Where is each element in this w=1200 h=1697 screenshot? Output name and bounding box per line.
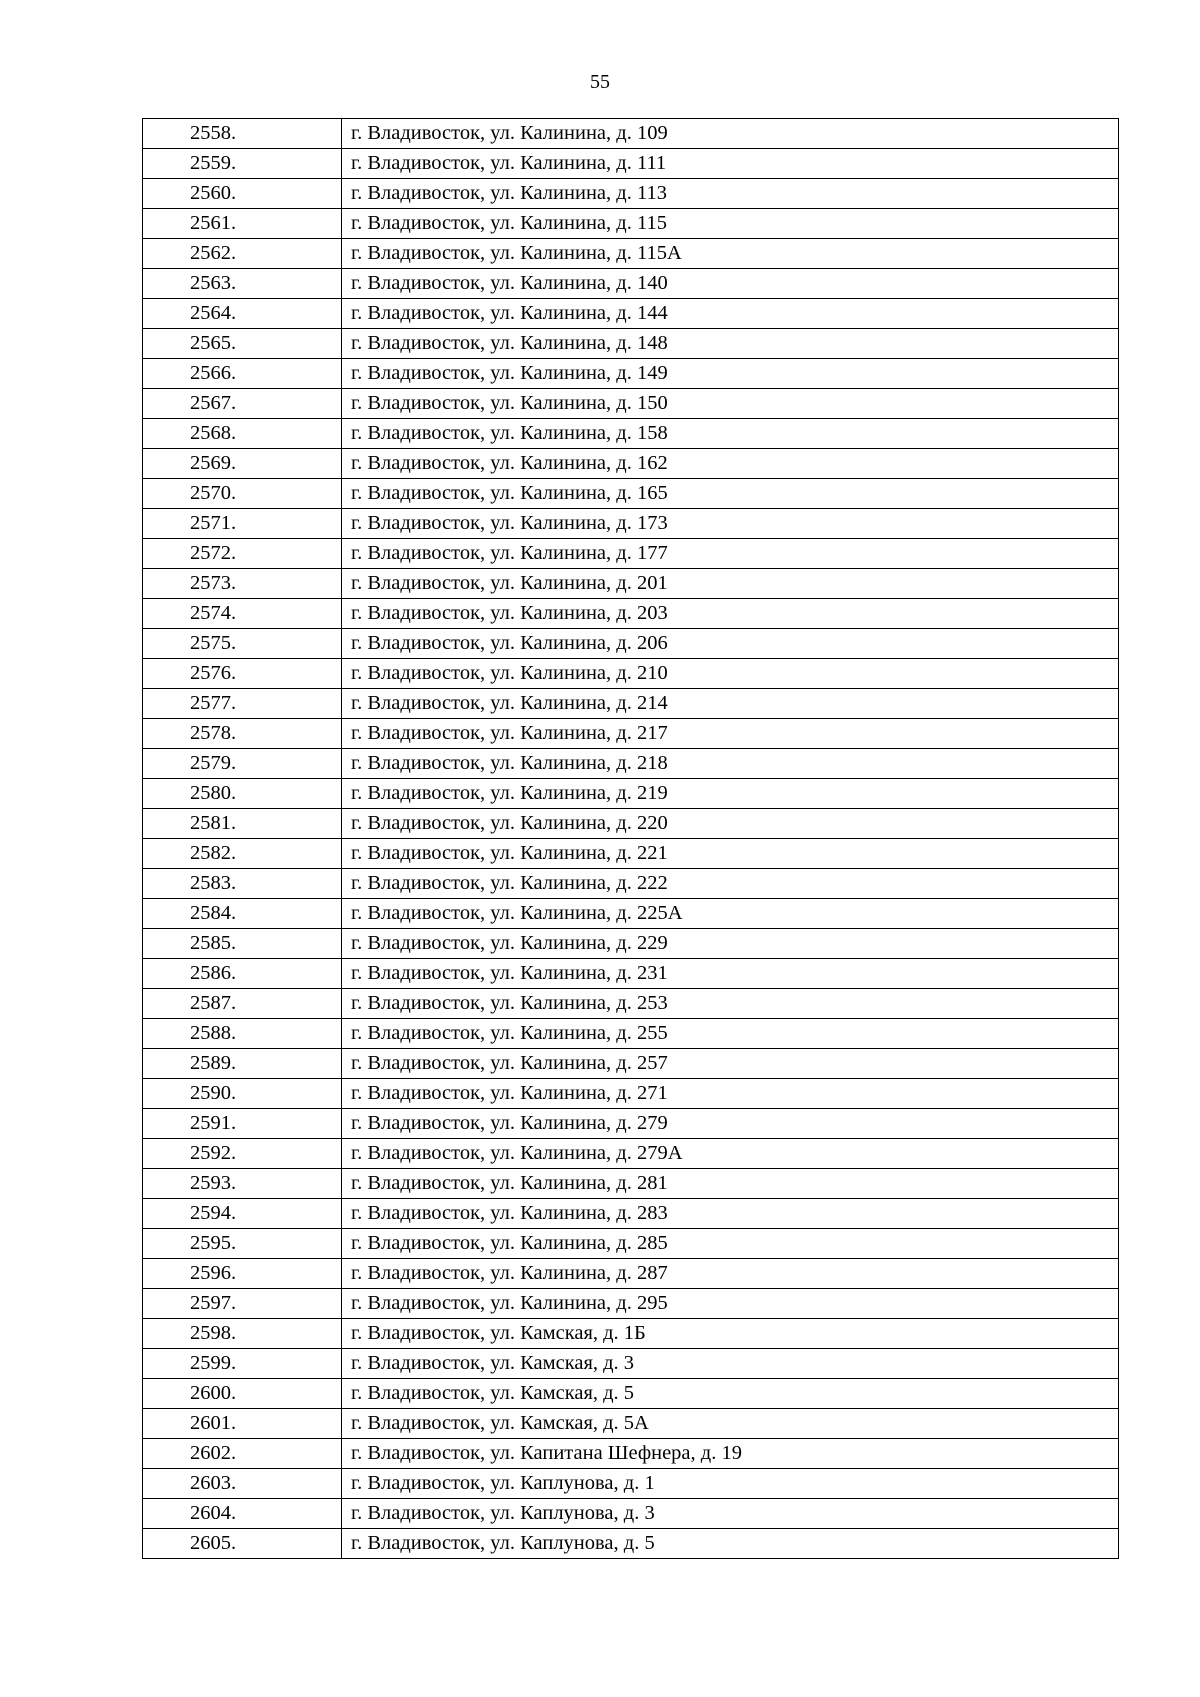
row-number-cell: 2596. <box>143 1259 342 1289</box>
address-cell: г. Владивосток, ул. Калинина, д. 165 <box>342 479 1119 509</box>
row-number-cell: 2603. <box>143 1469 342 1499</box>
address-cell: г. Владивосток, ул. Калинина, д. 140 <box>342 269 1119 299</box>
row-number-cell: 2600. <box>143 1379 342 1409</box>
table-row <box>143 479 1119 509</box>
address-cell: г. Владивосток, ул. Калинина, д. 158 <box>342 419 1119 449</box>
row-number-cell: 2604. <box>143 1499 342 1529</box>
address-cell: г. Владивосток, ул. Калинина, д. 257 <box>342 1049 1119 1079</box>
table-row <box>143 1319 1119 1349</box>
address-table-body <box>143 119 1119 1559</box>
row-number-cell: 2583. <box>143 869 342 899</box>
table-row <box>143 749 1119 779</box>
address-cell: г. Владивосток, ул. Калинина, д. 221 <box>342 839 1119 869</box>
address-cell: г. Владивосток, ул. Каплунова, д. 1 <box>342 1469 1119 1499</box>
address-cell: г. Владивосток, ул. Калинина, д. 255 <box>342 1019 1119 1049</box>
table-row <box>143 1289 1119 1319</box>
address-cell: г. Владивосток, ул. Калинина, д. 287 <box>342 1259 1119 1289</box>
row-number-cell: 2558. <box>143 119 342 149</box>
address-cell: г. Владивосток, ул. Калинина, д. 144 <box>342 299 1119 329</box>
address-cell: г. Владивосток, ул. Калинина, д. 283 <box>342 1199 1119 1229</box>
table-row <box>143 209 1119 239</box>
address-cell: г. Владивосток, ул. Капитана Шефнера, д. 19 <box>342 1439 1119 1469</box>
table-row <box>143 539 1119 569</box>
table-row <box>143 1049 1119 1079</box>
address-cell: г. Владивосток, ул. Калинина, д. 113 <box>342 179 1119 209</box>
row-number-cell: 2602. <box>143 1439 342 1469</box>
table-row <box>143 419 1119 449</box>
address-cell: г. Владивосток, ул. Калинина, д. 148 <box>342 329 1119 359</box>
table-row <box>143 569 1119 599</box>
row-number-cell: 2588. <box>143 1019 342 1049</box>
table-row <box>143 119 1119 149</box>
row-number-cell: 2568. <box>143 419 342 449</box>
table-row <box>143 1199 1119 1229</box>
table-row <box>143 1139 1119 1169</box>
address-cell: г. Владивосток, ул. Калинина, д. 217 <box>342 719 1119 749</box>
table-row <box>143 719 1119 749</box>
row-number-cell: 2575. <box>143 629 342 659</box>
table-row <box>143 1079 1119 1109</box>
row-number-cell: 2593. <box>143 1169 342 1199</box>
row-number-cell: 2580. <box>143 779 342 809</box>
address-cell: г. Владивосток, ул. Калинина, д. 271 <box>342 1079 1119 1109</box>
row-number-cell: 2563. <box>143 269 342 299</box>
row-number-cell: 2562. <box>143 239 342 269</box>
row-number-cell: 2586. <box>143 959 342 989</box>
address-cell: г. Владивосток, ул. Калинина, д. 218 <box>342 749 1119 779</box>
row-number-cell: 2601. <box>143 1409 342 1439</box>
table-row <box>143 869 1119 899</box>
table-row <box>143 989 1119 1019</box>
row-number-cell: 2571. <box>143 509 342 539</box>
table-row <box>143 329 1119 359</box>
address-cell: г. Владивосток, ул. Калинина, д. 111 <box>342 149 1119 179</box>
row-number-cell: 2577. <box>143 689 342 719</box>
address-cell: г. Владивосток, ул. Калинина, д. 220 <box>342 809 1119 839</box>
address-cell: г. Владивосток, ул. Камская, д. 5 <box>342 1379 1119 1409</box>
table-row <box>143 299 1119 329</box>
address-cell: г. Владивосток, ул. Калинина, д. 231 <box>342 959 1119 989</box>
row-number-cell: 2598. <box>143 1319 342 1349</box>
table-row <box>143 149 1119 179</box>
row-number-cell: 2573. <box>143 569 342 599</box>
table-row <box>143 1109 1119 1139</box>
address-cell: г. Владивосток, ул. Калинина, д. 150 <box>342 389 1119 419</box>
row-number-cell: 2591. <box>143 1109 342 1139</box>
address-cell: г. Владивосток, ул. Калинина, д. 177 <box>342 539 1119 569</box>
table-row <box>143 269 1119 299</box>
row-number-cell: 2566. <box>143 359 342 389</box>
table-row <box>143 359 1119 389</box>
table-row <box>143 599 1119 629</box>
row-number-cell: 2567. <box>143 389 342 419</box>
table-row <box>143 509 1119 539</box>
address-cell: г. Владивосток, ул. Калинина, д. 225А <box>342 899 1119 929</box>
row-number-cell: 2570. <box>143 479 342 509</box>
table-row <box>143 899 1119 929</box>
table-row <box>143 779 1119 809</box>
table-row <box>143 809 1119 839</box>
address-cell: г. Владивосток, ул. Калинина, д. 173 <box>342 509 1119 539</box>
row-number-cell: 2589. <box>143 1049 342 1079</box>
table-row <box>143 629 1119 659</box>
row-number-cell: 2582. <box>143 839 342 869</box>
address-cell: г. Владивосток, ул. Калинина, д. 279А <box>342 1139 1119 1169</box>
address-cell: г. Владивосток, ул. Калинина, д. 162 <box>342 449 1119 479</box>
row-number-cell: 2572. <box>143 539 342 569</box>
address-cell: г. Владивосток, ул. Калинина, д. 115А <box>342 239 1119 269</box>
row-number-cell: 2564. <box>143 299 342 329</box>
address-table <box>142 118 1119 1559</box>
address-cell: г. Владивосток, ул. Калинина, д. 219 <box>342 779 1119 809</box>
row-number-cell: 2561. <box>143 209 342 239</box>
address-cell: г. Владивосток, ул. Калинина, д. 229 <box>342 929 1119 959</box>
address-cell: г. Владивосток, ул. Калинина, д. 149 <box>342 359 1119 389</box>
address-cell: г. Владивосток, ул. Калинина, д. 281 <box>342 1169 1119 1199</box>
address-cell: г. Владивосток, ул. Камская, д. 5А <box>342 1409 1119 1439</box>
address-cell: г. Владивосток, ул. Калинина, д. 115 <box>342 209 1119 239</box>
table-row <box>143 1349 1119 1379</box>
row-number-cell: 2579. <box>143 749 342 779</box>
table-row <box>143 929 1119 959</box>
table-row <box>143 659 1119 689</box>
address-cell: г. Владивосток, ул. Камская, д. 3 <box>342 1349 1119 1379</box>
address-cell: г. Владивосток, ул. Каплунова, д. 3 <box>342 1499 1119 1529</box>
address-cell: г. Владивосток, ул. Калинина, д. 109 <box>342 119 1119 149</box>
table-row <box>143 1019 1119 1049</box>
table-row <box>143 449 1119 479</box>
address-cell: г. Владивосток, ул. Калинина, д. 210 <box>342 659 1119 689</box>
address-cell: г. Владивосток, ул. Калинина, д. 203 <box>342 599 1119 629</box>
table-row <box>143 1229 1119 1259</box>
address-cell: г. Владивосток, ул. Камская, д. 1Б <box>342 1319 1119 1349</box>
table-row <box>143 239 1119 269</box>
address-cell: г. Владивосток, ул. Калинина, д. 253 <box>342 989 1119 1019</box>
table-row <box>143 839 1119 869</box>
row-number-cell: 2585. <box>143 929 342 959</box>
row-number-cell: 2605. <box>143 1529 342 1559</box>
row-number-cell: 2584. <box>143 899 342 929</box>
table-row <box>143 1439 1119 1469</box>
address-cell: г. Владивосток, ул. Каплунова, д. 5 <box>342 1529 1119 1559</box>
table-row <box>143 959 1119 989</box>
address-cell: г. Владивосток, ул. Калинина, д. 279 <box>342 1109 1119 1139</box>
row-number-cell: 2581. <box>143 809 342 839</box>
table-row <box>143 1529 1119 1559</box>
address-cell: г. Владивосток, ул. Калинина, д. 201 <box>342 569 1119 599</box>
row-number-cell: 2565. <box>143 329 342 359</box>
address-cell: г. Владивосток, ул. Калинина, д. 285 <box>342 1229 1119 1259</box>
page-number: 55 <box>590 71 610 93</box>
row-number-cell: 2594. <box>143 1199 342 1229</box>
row-number-cell: 2559. <box>143 149 342 179</box>
address-cell: г. Владивосток, ул. Калинина, д. 222 <box>342 869 1119 899</box>
row-number-cell: 2574. <box>143 599 342 629</box>
table-row <box>143 1469 1119 1499</box>
table-row <box>143 389 1119 419</box>
table-row <box>143 689 1119 719</box>
address-cell: г. Владивосток, ул. Калинина, д. 214 <box>342 689 1119 719</box>
table-row <box>143 1169 1119 1199</box>
row-number-cell: 2590. <box>143 1079 342 1109</box>
address-cell: г. Владивосток, ул. Калинина, д. 295 <box>342 1289 1119 1319</box>
row-number-cell: 2595. <box>143 1229 342 1259</box>
table-row <box>143 1379 1119 1409</box>
row-number-cell: 2597. <box>143 1289 342 1319</box>
table-row <box>143 1499 1119 1529</box>
row-number-cell: 2560. <box>143 179 342 209</box>
address-cell: г. Владивосток, ул. Калинина, д. 206 <box>342 629 1119 659</box>
table-row <box>143 1409 1119 1439</box>
row-number-cell: 2576. <box>143 659 342 689</box>
row-number-cell: 2569. <box>143 449 342 479</box>
row-number-cell: 2578. <box>143 719 342 749</box>
table-row <box>143 179 1119 209</box>
row-number-cell: 2592. <box>143 1139 342 1169</box>
row-number-cell: 2587. <box>143 989 342 1019</box>
table-row <box>143 1259 1119 1289</box>
row-number-cell: 2599. <box>143 1349 342 1379</box>
